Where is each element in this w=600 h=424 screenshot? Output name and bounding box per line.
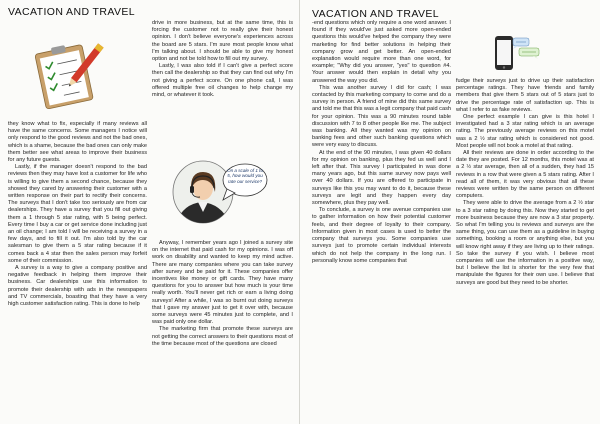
left-page-column-2-bottom (152, 240, 293, 348)
chat-bubbles-icon (513, 38, 539, 59)
page-gutter (299, 0, 300, 424)
paragraph: At the end of the 90 minutes, I was given 40 dollars for my opinion on banking, plus they fed us well and I left after that. This survey I participated in was done many years ago, but this same survey now pays well over 40 dollars. If you are offered to participate in surveys like this you may want to do it, because these surveys are legit and they happen every day somewhere, plus they pay well. (312, 149, 451, 207)
running-head-right: VACATION AND TRAVEL (312, 8, 440, 20)
speech-bubble-text: On a scale of 1 to 5, how would you rate our service? (227, 168, 264, 184)
paragraph: A survey is a way to give a company positive and negative feedback in helping them improve their business. Car dealerships use this information to promote their dealership with ads in the newspapers and TV commercials, boasting that they have a very high customer satisfaction rating. This is done to help (8, 265, 147, 308)
paragraph: Lastly, I was also told if I can't give a perfect score then call the dealership so that they can find out why I'm not giving a perfect score. On one phone call, I was offered multiple free oil changes to help change my mind, or whatever it took. (152, 63, 293, 99)
paragraph: they know what to fix, especially if many reviews all have the same concerns. Some managers I notice will only respond to the good reviews and not the bad ones, which is a shame, because the bad ones can only make them better see what areas to improve their business for any future guests. (8, 121, 147, 164)
paragraph: They were able to drive the average from a 2 ½ star to a 3 star rating by doing this. Now they started to get more business because they are now a 3 star property. So what I'm telling you is reviews and surveys are the same thing, you can use them as a guideline in buying something, booking a room or anything else, but you will know right away if they are living up to their ratings. So take the survey if you wish. I believe most companies will use the information in a positive way, but I believe the list is shorter for the very few that manipulate the figures for their own use. I believe that surveys are good but they need to be shorter. (456, 200, 594, 286)
paragraph: fudge their surveys just to drive up their satisfaction percentage ratings. They have friends and family members that give them 5 stars out of 5 stars just to drive the percentage rate of satisfaction up. This is what I refer to as fake reviews. (456, 78, 594, 113)
right-page-column-1 (312, 20, 451, 265)
running-head-left: VACATION AND TRAVEL (8, 6, 136, 18)
smartphone-icon (489, 34, 545, 78)
paragraph: drive in more business, but at the same time, this is forcing the customer not to really give their honest opinion. I don't believe everyone's experiences across the board are 5 stars. I'm sure most people know what I'm talking about. I should be able to give my honest option and not be told how to fill out my survey. (152, 20, 293, 63)
paragraph: This was another survey I did for cash; I was contacted by this marketing company to come and do a survey in person. A friend of mine did this same survey and told me that this was a legit company that paid cash for your opinion. This was a 90 minutes round table discussion with 7 to 8 other people like me. The subject was banking. All they wanted was my opinion on banking fees and other such banking questions which were very easy to discuss. (312, 84, 451, 149)
left-page-column-1 (8, 121, 147, 308)
paragraph: Lastly, if the manager doesn't respond to the bad reviews then they may have lost a customer for life who is willing to give them a second chance, because they showed they cared by answering their customer with a written response on their part to rectify their concerns. The surveys that I don't take too seriously are from car dealerships. They have a survey that you fill out giving them a 1 through 5 star rating, with 5 being perfect. Every time I buy a car or get service done including just an oil change; I am told I will be receiving a survey in a few days, and to fill it out. I'm also told by the car salesman to give them a 5 star rating because if it comes back a 4 star then the sales person may forfeit some of their commission. (8, 164, 147, 264)
paragraph: To conclude, a survey is one avenue companies use to gather information on how their potential customer feels, and their degree of loyalty to their company. Information given in most cases is used to better the company that surveys you. Some companies use surveys just to promote certain individual interests which do not help the company in the long run. I personally know some companies that (312, 207, 451, 264)
paragraph: Anyway, I remember years ago I joined a survey site on the internet that paid cash for my opinions. I was off work on disability and wanted to keep my mind active. There are many companies where you can take survey after survey and be paid for it. These companies offer incentives like money or gift cards. They have many questions for you to answer but how much is your time really worth. You'll never get rich or earn a living doing surveys! After a while, I was so burnt out doing surveys that I gave my answer just to get it over with, because some surveys were 45 minutes just to complete, and I was paid only one dollar. (152, 240, 293, 326)
left-page-column-2-top (152, 20, 293, 99)
clipboard-checklist-icon (30, 40, 112, 110)
paragraph: One perfect example I can give is this hotel I investigated had a 3 star rating which is an average rating. The previously average reviews on this motel was a 2 ½ star rating which is considered not good. Most people will not book a motel at that rating. (456, 114, 594, 149)
paragraph: The marketing firm that promote these surveys are not getting the correct answers to their questions most of the time because most of the questions are closed (152, 326, 293, 347)
right-page-column-2 (456, 78, 594, 287)
paragraph: All their reviews are done in order according to the date they are posted. For 12 months, this motel was at a 2 ½ star average, then all of a sudden, they had 15 reviews in a row that were given a 5 stars rating. After I read all of them, it was very obvious that all these reviews were written by the same person on different computers. (456, 150, 594, 200)
paragraph: -end questions which only require a one word answer. I found if they would've just asked more open-ended questions this would've helped the company they were marketing for find better solutions in helping their company grow and get better. An open-ended explanation would require more than one word, for example; "Why did you answer, "yes" to question #4. Your answer would then explain in detail why you answered the way you did. (312, 20, 451, 84)
